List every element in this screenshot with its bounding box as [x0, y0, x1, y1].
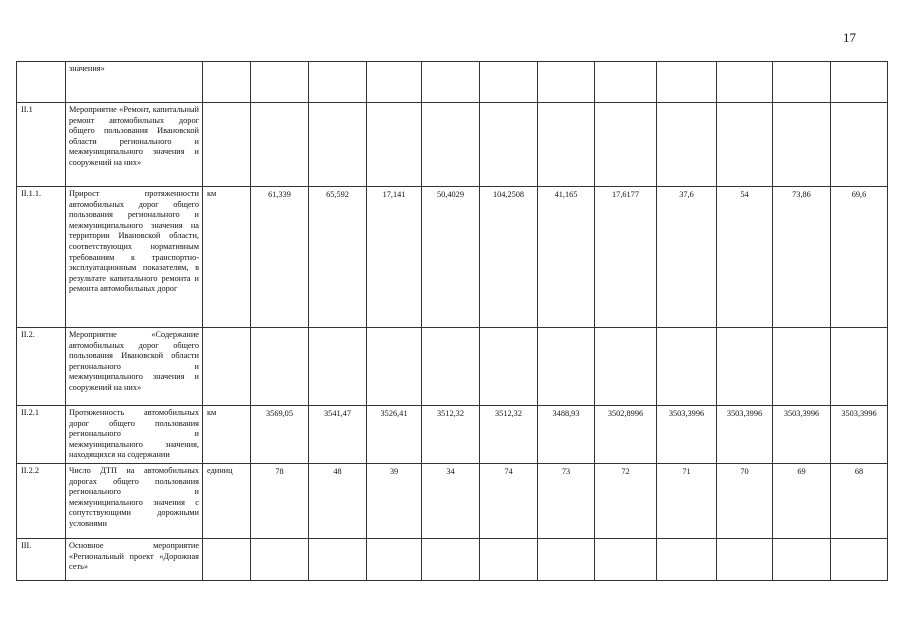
row-value-cell: [422, 103, 480, 187]
row-code-cell: II.2.: [17, 328, 66, 406]
row-unit-cell: [203, 539, 251, 581]
row-value-cell: [367, 62, 422, 103]
row-value-cell: [773, 103, 831, 187]
row-value-cell: [831, 103, 888, 187]
row-value-cell: 104,2508: [480, 187, 538, 328]
row-value-cell: [538, 62, 595, 103]
row-value-cell: 50,4029: [422, 187, 480, 328]
row-value-cell: [422, 62, 480, 103]
row-value-cell: [773, 62, 831, 103]
row-value-cell: [538, 103, 595, 187]
row-value-cell: 65,592: [309, 187, 367, 328]
row-value-cell: [831, 539, 888, 581]
row-value-cell: 41,165: [538, 187, 595, 328]
table-row: [17, 539, 888, 581]
row-value-cell: 3512,32: [480, 406, 538, 464]
row-value-cell: [251, 62, 309, 103]
row-value-cell: 71: [657, 464, 717, 539]
row-value-cell: [831, 62, 888, 103]
row-value-cell: [538, 539, 595, 581]
row-value-cell: [422, 328, 480, 406]
row-value-cell: [480, 328, 538, 406]
row-value-cell: [595, 328, 657, 406]
row-value-cell: [367, 328, 422, 406]
row-value-cell: 3512,32: [422, 406, 480, 464]
row-value-cell: 70: [717, 464, 773, 539]
row-value-cell: 37,6: [657, 187, 717, 328]
row-value-cell: 78: [251, 464, 309, 539]
row-value-cell: 39: [367, 464, 422, 539]
row-value-cell: 69: [773, 464, 831, 539]
row-value-cell: [422, 539, 480, 581]
row-value-cell: 3503,3996: [717, 406, 773, 464]
row-value-cell: 34: [422, 464, 480, 539]
table-row: [17, 103, 888, 187]
row-value-cell: 73,86: [773, 187, 831, 328]
row-value-cell: 3526,41: [367, 406, 422, 464]
row-value-cell: 69,6: [831, 187, 888, 328]
row-description-cell: Основное мероприятие «Региональный проект «Дорожная сеть»: [66, 539, 203, 581]
row-unit-cell: единиц: [203, 464, 251, 539]
table-body: [17, 62, 888, 581]
row-value-cell: 61,339: [251, 187, 309, 328]
table-row: [17, 406, 888, 464]
row-unit-cell: [203, 103, 251, 187]
row-value-cell: 3488,93: [538, 406, 595, 464]
page-number: 17: [843, 30, 856, 45]
row-value-cell: 17,141: [367, 187, 422, 328]
row-value-cell: [595, 62, 657, 103]
row-code-cell: [17, 62, 66, 103]
row-unit-cell: км: [203, 187, 251, 328]
row-value-cell: [309, 539, 367, 581]
row-code-cell: II.1.1.: [17, 187, 66, 328]
table-row: [17, 62, 888, 103]
row-value-cell: [831, 328, 888, 406]
row-value-cell: [595, 103, 657, 187]
row-value-cell: [657, 539, 717, 581]
table-row: [17, 187, 888, 328]
row-value-cell: 17,6177: [595, 187, 657, 328]
row-value-cell: [480, 103, 538, 187]
row-value-cell: [309, 62, 367, 103]
row-value-cell: [657, 62, 717, 103]
row-value-cell: [367, 103, 422, 187]
row-value-cell: [717, 539, 773, 581]
row-value-cell: 54: [717, 187, 773, 328]
row-value-cell: [480, 62, 538, 103]
indicators-table: [16, 61, 888, 581]
row-value-cell: [251, 103, 309, 187]
row-value-cell: [251, 328, 309, 406]
row-value-cell: [480, 539, 538, 581]
row-value-cell: [717, 103, 773, 187]
table-row: [17, 328, 888, 406]
row-value-cell: [251, 539, 309, 581]
row-value-cell: 3569,05: [251, 406, 309, 464]
row-value-cell: [717, 328, 773, 406]
row-value-cell: [595, 539, 657, 581]
row-unit-cell: [203, 62, 251, 103]
row-value-cell: 48: [309, 464, 367, 539]
row-description-cell: Мероприятие «Ремонт, капитальный ремонт автомобильных дорог общего пользования Ивановской области регионального и межмуниципального значения и сооружений на них»: [66, 103, 203, 187]
row-value-cell: [657, 103, 717, 187]
row-value-cell: 3502,8996: [595, 406, 657, 464]
row-value-cell: [309, 328, 367, 406]
row-value-cell: 72: [595, 464, 657, 539]
row-unit-cell: [203, 328, 251, 406]
row-code-cell: II.1: [17, 103, 66, 187]
row-value-cell: 3503,3996: [657, 406, 717, 464]
row-description-cell: значения»: [66, 62, 203, 103]
row-description-cell: Число ДТП на автомобильных дорогах общего пользования регионального и межмуниципального значения с сопутствующими дорожными условиями: [66, 464, 203, 539]
row-value-cell: 3541,47: [309, 406, 367, 464]
row-value-cell: [773, 328, 831, 406]
row-code-cell: II.2.2: [17, 464, 66, 539]
row-value-cell: [717, 62, 773, 103]
row-description-cell: Мероприятие «Содержание автомобильных дорог общего пользования Ивановской области регионального и межмуниципального значения и сооружений на них»: [66, 328, 203, 406]
row-value-cell: [538, 328, 595, 406]
row-value-cell: 74: [480, 464, 538, 539]
row-code-cell: II.2.1: [17, 406, 66, 464]
row-value-cell: [773, 539, 831, 581]
row-value-cell: 3503,3996: [773, 406, 831, 464]
row-value-cell: [367, 539, 422, 581]
row-value-cell: 3503,3996: [831, 406, 888, 464]
row-value-cell: 73: [538, 464, 595, 539]
row-value-cell: [657, 328, 717, 406]
row-value-cell: [309, 103, 367, 187]
row-unit-cell: км: [203, 406, 251, 464]
row-value-cell: 68: [831, 464, 888, 539]
row-code-cell: III.: [17, 539, 66, 581]
table-row: [17, 464, 888, 539]
row-description-cell: Прирост протяженности автомобильных дорог общего пользования регионального и межмуниципального значения на территории Ивановской области, соответствующих нормативным требованиям к транспортно-эксплуатационным показателям, в результате капитального ремонта и ремонта автомобильных дорог: [66, 187, 203, 328]
row-description-cell: Протяженность автомобильных дорог общего пользования регионального и межмуниципального значения, находящихся на содержании: [66, 406, 203, 464]
